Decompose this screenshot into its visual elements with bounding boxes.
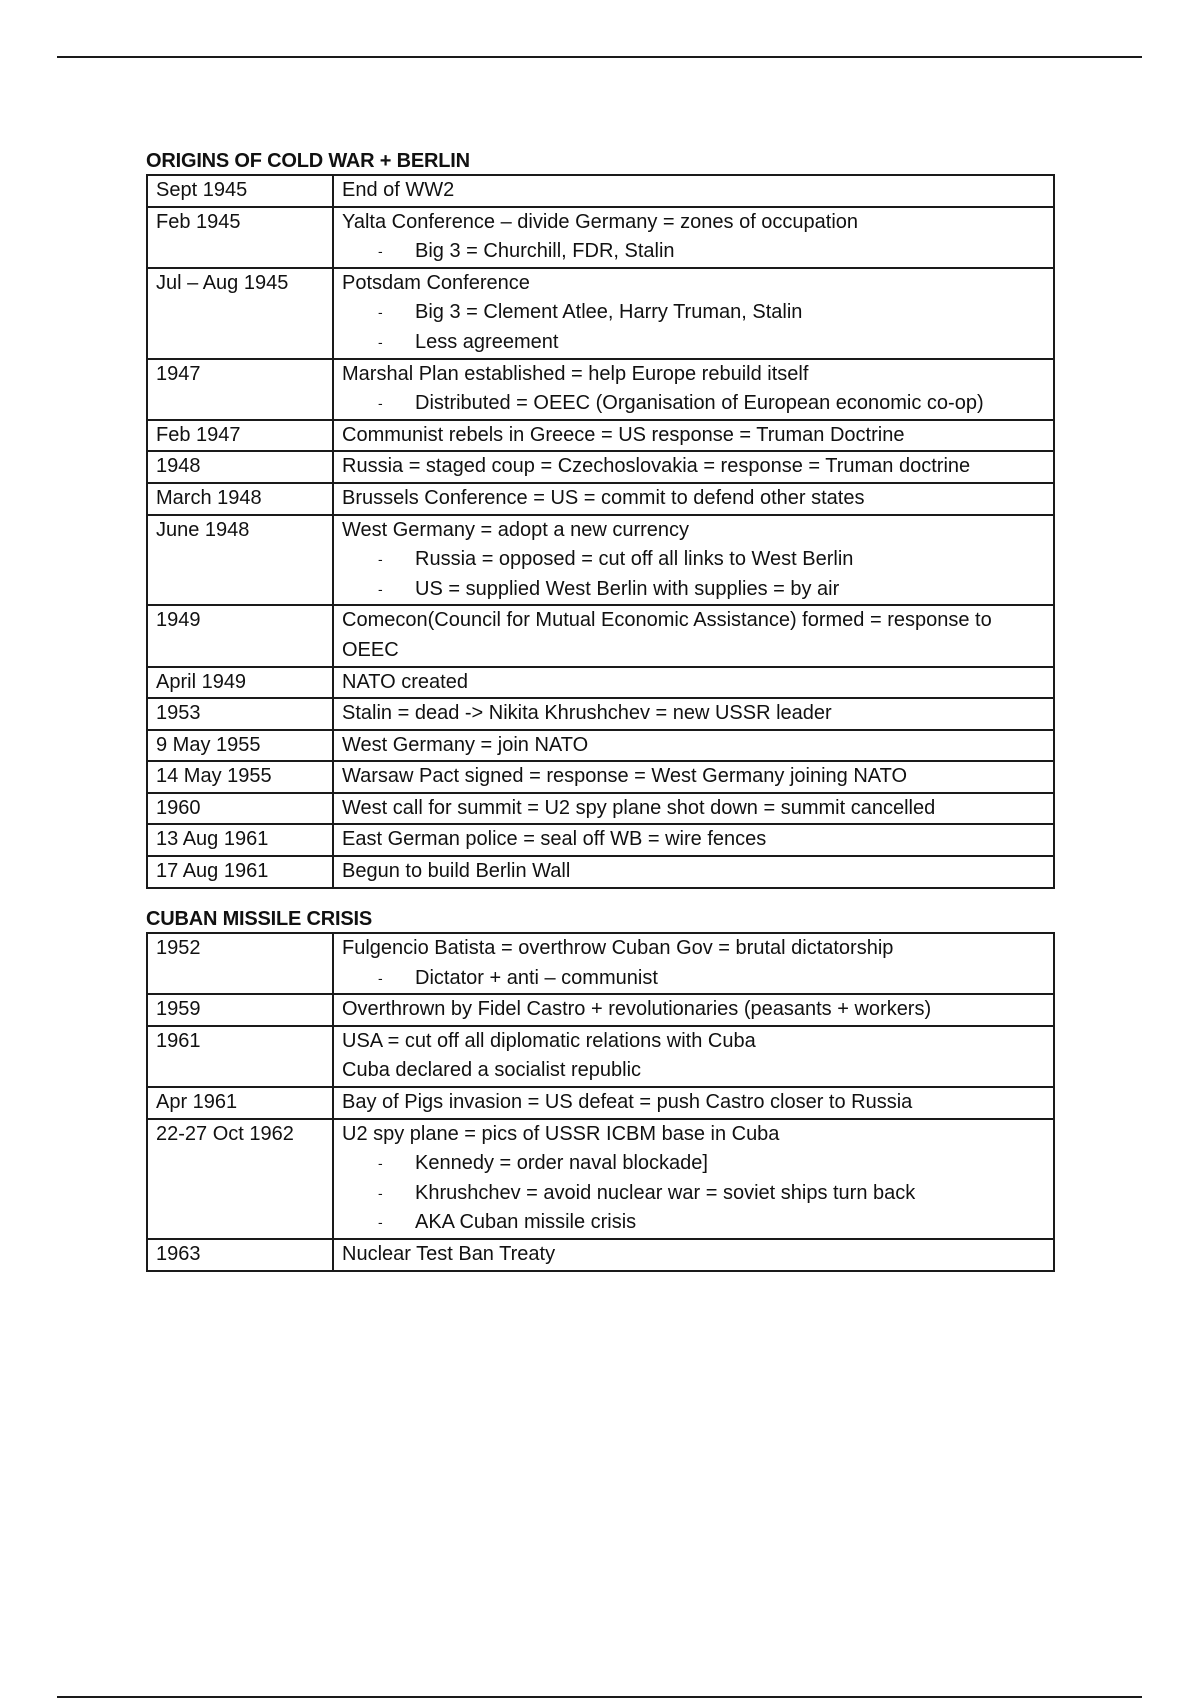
date-cell: 22-27 Oct 1962: [147, 1119, 333, 1239]
timeline-table: [146, 174, 1055, 889]
event-cell: [333, 1119, 1054, 1239]
date-cell: Feb 1945: [147, 207, 333, 268]
date-cell: 1953: [147, 698, 333, 730]
event-text: West call for summit = U2 spy plane shot down = summit cancelled: [342, 796, 936, 819]
event-text: East German police = seal off WB = wire fences: [342, 828, 767, 851]
table-row: [147, 1119, 1054, 1239]
date-cell: 17 Aug 1961: [147, 856, 333, 888]
table-row: [147, 824, 1054, 856]
table-row: [147, 175, 1054, 207]
date-cell: 1948: [147, 451, 333, 483]
event-text: Bay of Pigs invasion = US defeat = push Castro closer to Russia: [342, 1090, 913, 1113]
date-cell: March 1948: [147, 483, 333, 515]
event-bullet: - Less agreement: [342, 328, 1045, 358]
table-row: [147, 515, 1054, 606]
event-cell: [333, 730, 1054, 762]
section-heading: CUBAN MISSILE CRISIS: [146, 908, 373, 930]
event-cell: [333, 793, 1054, 825]
event-cell: [333, 761, 1054, 793]
date-cell: 1947: [147, 359, 333, 420]
event-text: Stalin = dead -> Nikita Khrushchev = new USSR leader: [342, 702, 832, 725]
event-bullet: - Kennedy = order naval blockade]: [342, 1149, 1045, 1179]
date-cell: 1960: [147, 793, 333, 825]
event-cell: [333, 1239, 1054, 1271]
event-cell: [333, 667, 1054, 699]
date-cell: 1963: [147, 1239, 333, 1271]
event-cell: [333, 1026, 1054, 1087]
table-row: [147, 1026, 1054, 1087]
event-text: Cuba declared a socialist republic: [342, 1059, 642, 1082]
table-row: [147, 359, 1054, 420]
section-cuban-missile-crisis: [146, 906, 1055, 1272]
event-bullet: - Dictator + anti – communist: [342, 964, 1045, 994]
event-cell: [333, 483, 1054, 515]
event-cell: [333, 515, 1054, 606]
event-cell: [333, 359, 1054, 420]
event-bullet: - Russia = opposed = cut off all links to West Berlin: [342, 545, 1045, 575]
event-text: NATO created: [342, 670, 468, 693]
event-cell: [333, 605, 1054, 666]
date-cell: 1959: [147, 994, 333, 1026]
event-text: Brussels Conference = US = commit to defend other states: [342, 486, 865, 509]
date-cell: 1949: [147, 605, 333, 666]
event-text: Yalta Conference – divide Germany = zones of occupation: [342, 210, 859, 233]
event-bullet: - US = supplied West Berlin with supplies = by air: [342, 575, 1045, 605]
event-cell: [333, 933, 1054, 994]
event-text: Communist rebels in Greece = US response = Truman Doctrine: [342, 423, 905, 446]
event-cell: [333, 420, 1054, 452]
table-row: [147, 605, 1054, 666]
event-text: U2 spy plane = pics of USSR ICBM base in Cuba: [342, 1122, 780, 1145]
footer-rule: [57, 1696, 1142, 1698]
event-text: West Germany = join NATO: [342, 733, 589, 756]
date-cell: 1961: [147, 1026, 333, 1087]
event-bullet: - Big 3 = Churchill, FDR, Stalin: [342, 237, 1045, 267]
table-row: [147, 698, 1054, 730]
event-text: Begun to build Berlin Wall: [342, 860, 571, 883]
date-cell: Jul – Aug 1945: [147, 268, 333, 359]
timeline-body: [147, 175, 1054, 888]
date-cell: Sept 1945: [147, 175, 333, 207]
event-text: West Germany = adopt a new currency: [342, 518, 690, 541]
date-cell: 14 May 1955: [147, 761, 333, 793]
event-text: Potsdam Conference: [342, 271, 530, 294]
event-text: Warsaw Pact signed = response = West Germany joining NATO: [342, 765, 908, 788]
event-text: Fulgencio Batista = overthrow Cuban Gov = brutal dictatorship: [342, 937, 894, 959]
event-cell: [333, 207, 1054, 268]
table-row: [147, 856, 1054, 888]
event-cell: [333, 698, 1054, 730]
event-text: End of WW2: [342, 179, 455, 201]
table-row: [147, 933, 1054, 994]
table-row: [147, 667, 1054, 699]
table-row: [147, 1239, 1054, 1271]
event-bullet: - Big 3 = Clement Atlee, Harry Truman, Stalin: [342, 298, 1045, 328]
table-row: [147, 268, 1054, 359]
timeline-table: [146, 932, 1055, 1272]
event-bullet: - Distributed = OEEC (Organisation of European economic co-op): [342, 389, 1045, 419]
date-cell: 13 Aug 1961: [147, 824, 333, 856]
event-text: Overthrown by Fidel Castro + revolutionaries (peasants + workers): [342, 998, 932, 1021]
table-row: [147, 1087, 1054, 1119]
event-cell: [333, 175, 1054, 207]
section-origins-cold-war: [146, 148, 1055, 889]
timeline-body: [147, 933, 1054, 1271]
event-text: Russia = staged coup = Czechoslovakia = response = Truman doctrine: [342, 455, 971, 478]
header-rule: [57, 56, 1142, 58]
date-cell: April 1949: [147, 667, 333, 699]
date-cell: Feb 1947: [147, 420, 333, 452]
section-heading: ORIGINS OF COLD WAR + BERLIN: [146, 150, 470, 172]
date-cell: 9 May 1955: [147, 730, 333, 762]
table-row: [147, 730, 1054, 762]
event-cell: [333, 994, 1054, 1026]
date-cell: Apr 1961: [147, 1087, 333, 1119]
event-cell: [333, 856, 1054, 888]
event-cell: [333, 268, 1054, 359]
event-text: Marshal Plan established = help Europe rebuild itself: [342, 362, 809, 385]
event-cell: [333, 451, 1054, 483]
event-cell: [333, 1087, 1054, 1119]
event-text: Nuclear Test Ban Treaty: [342, 1242, 556, 1265]
table-row: [147, 207, 1054, 268]
event-bullet: - Khrushchev = avoid nuclear war = soviet ships turn back: [342, 1179, 1045, 1209]
table-row: [147, 793, 1054, 825]
date-cell: June 1948: [147, 515, 333, 606]
table-row: [147, 761, 1054, 793]
event-text: Comecon(Council for Mutual Economic Assistance) formed = response to OEEC: [342, 609, 992, 661]
table-row: [147, 451, 1054, 483]
event-bullet: - AKA Cuban missile crisis: [342, 1208, 1045, 1238]
date-cell: 1952: [147, 933, 333, 994]
table-row: [147, 420, 1054, 452]
table-row: [147, 994, 1054, 1026]
event-text: USA = cut off all diplomatic relations with Cuba: [342, 1029, 756, 1052]
table-row: [147, 483, 1054, 515]
event-cell: [333, 824, 1054, 856]
